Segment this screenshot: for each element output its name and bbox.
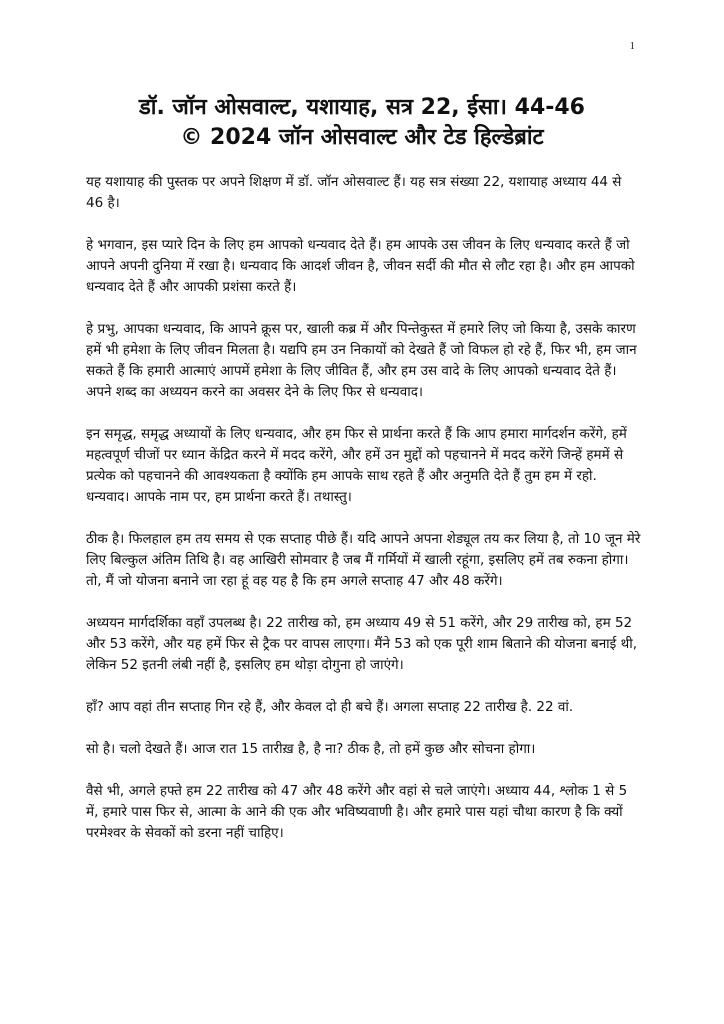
title-line-1: डॉ. जॉन ओसवाल्ट, यशायाह, सत्र 22, ईसा। 44-46: [139, 95, 585, 120]
paragraph: हे प्रभु, आपका धन्यवाद, कि आपने क्रूस पर, खाली कब्र में और पिन्तेकुस्त में हमारे लिए जो किया है, उसके कारण हमें भी हमेशा के लिए जीवन मिलता है। यद्यपि हम उन निकायों को देखते हैं जो विफल हो रहे हैं, फिर भी, हम जान सकते हैं कि हमारी आत्माएं आपमें हमेशा के लिए जीवित हैं, और हम उस वादे के लिए आपको धन्यवाद देते हैं। अपने शब्द का अध्ययन करने का अवसर देने के लिए फिर से धन्यवाद।: [86, 321, 637, 400]
paragraph: इन समृद्ध, समृद्ध अध्यायों के लिए धन्यवाद, और हम फिर से प्रार्थना करते हैं कि आप हमारा मार्गदर्शन करेंगे, हमें महत्वपूर्ण चीजों पर ध्यान केंद्रित करने में मदद करेंगे, और हमें उन मुद्दों को पहचानने में मदद करेंगे जिन्हें हममें से प्रत्येक को पहचानने की आवश्यकता है क्योंकि हम आपके साथ रहते हैं और अनुमति देते हैं तुम हम में रहो. धन्यवाद। आपके नाम पर, हम प्रार्थना करते हैं। तथास्तु।: [86, 426, 627, 505]
paragraph: हाँ? आप वहां तीन सप्ताह गिन रहे हैं, और केवल दो ही बचे हैं। अगला सप्ताह 22 तारीख है. 22 वां.: [86, 699, 574, 715]
title-line-2: © 2024 जॉन ओसवाल्ट और टेड हिल्डेब्रांट: [180, 125, 544, 150]
document-body: [86, 172, 642, 865]
page-number: 1: [629, 40, 635, 52]
document-title: [60, 93, 664, 153]
paragraph: यह यशायाह की पुस्तक पर अपने शिक्षण में डॉ. जॉन ओसवाल्ट हैं। यह सत्र संख्या 22, यशायाह अध्याय 44 से 46 है।: [86, 174, 622, 211]
paragraph: सो है। चलो देखते हैं। आज रात 15 तारीख़ है, है ना? ठीक है, तो हमें कुछ और सोचना होगा।: [86, 741, 536, 757]
paragraph: हे भगवान, इस प्यारे दिन के लिए हम आपको धन्यवाद देते हैं। हम आपके उस जीवन के लिए धन्यवाद करते हैं जो आपने अपनी दुनिया में रखा है। धन्यवाद कि आदर्श जीवन है, जीवन सर्दी की मौत से लौट रहा है। और हम आपको धन्यवाद देते हैं और आपकी प्रशंसा करते हैं।: [86, 237, 635, 295]
paragraph: वैसे भी, अगले हफ्ते हम 22 तारीख को 47 और 48 करेंगे और वहां से चले जाएंगे। अध्याय 44, श्लोक 1 से 5 में, हमारे पास फिर से, आत्मा के आने की एक और भविष्यवाणी है। और हमारे पास यहां चौथा कारण है कि क्यों परमेश्वर के सेवकों को डरना नहीं चाहिए।: [86, 783, 628, 841]
paragraph: ठीक है। फिलहाल हम तय समय से एक सप्ताह पीछे हैं। यदि आपने अपना शेड्यूल तय कर लिया है, तो 10 जून मेरे लिए बिल्कुल अंतिम तिथि है। वह आखिरी सोमवार है जब मैं गर्मियों में खाली रहूंगा, इसलिए हमें तब रुकना होगा। तो, मैं जो योजना बनाने जा रहा हूं वह यह है कि हम अगले सप्ताह 47 और 48 करेंगे।: [86, 531, 641, 589]
paragraph: अध्ययन मार्गदर्शिका वहाँ उपलब्ध है। 22 तारीख को, हम अध्याय 49 से 51 करेंगे, और 29 तारीख को, हम 52 और 53 करेंगे, और यह हमें फिर से ट्रैक पर वापस लाएगा। मैंने 53 को एक पूरी शाम बिताने की योजना बनाई थी, लेकिन 52 इतनी लंबी नहीं है, इसलिए हम थोड़ा दोगुना हो जाएंगे।: [86, 615, 638, 673]
